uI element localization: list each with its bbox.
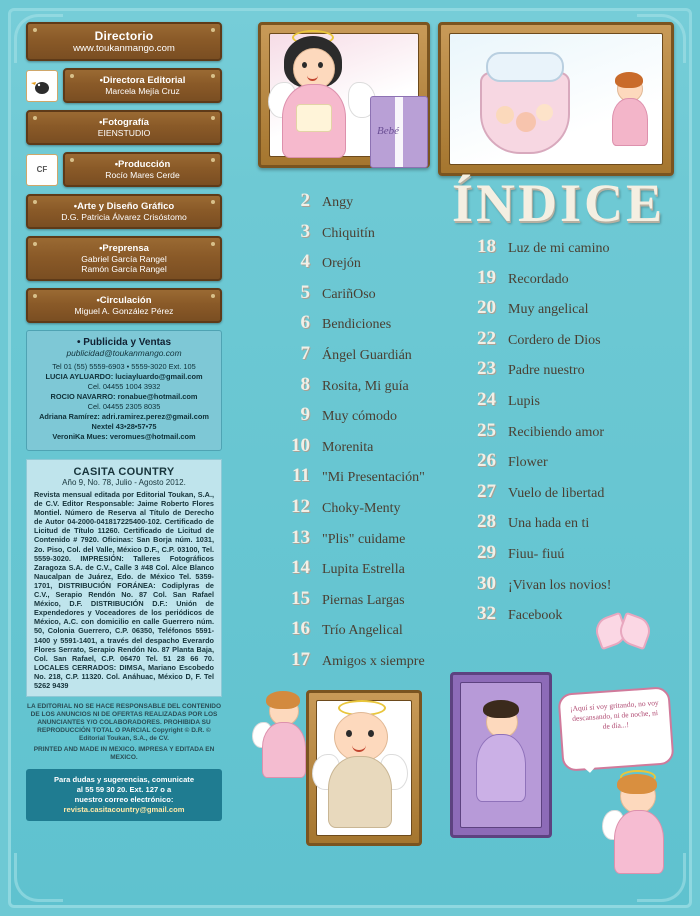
index-entry[interactable]	[276, 496, 461, 518]
ribbon-bow-icon	[596, 616, 650, 650]
index-entry[interactable]	[276, 251, 461, 273]
directory-entry-4	[26, 236, 222, 281]
index-entry-label: Padre nuestro	[508, 363, 585, 379]
index-page-number: 2	[300, 190, 310, 211]
cf-logo-text: CF	[36, 165, 48, 174]
index-entry-label: Morenita	[322, 439, 374, 455]
index-entry[interactable]	[276, 282, 461, 304]
index-page-number: 6	[300, 312, 310, 334]
directory-role-2: •Producción	[114, 159, 171, 170]
disclaimer-text-block	[26, 703, 222, 762]
small-doll-hair	[615, 72, 643, 88]
index-page-number: 14	[291, 557, 310, 579]
magazine-title: CASITA COUNTRY	[73, 466, 175, 478]
index-page-number: 18	[477, 236, 496, 257]
index-page-number: 23	[477, 358, 496, 380]
directory-name-0-0: Marcela Mejía Cruz	[105, 86, 180, 96]
index-entry-label: Facebook	[508, 608, 563, 624]
directory-name-1-0: EIENSTUDIO	[97, 128, 151, 138]
bottom-angel-dress	[614, 810, 664, 874]
index-entry-label: ¡Vivan los novios!	[508, 577, 612, 593]
index-entry-label: Recibiendo amor	[508, 424, 605, 440]
reader-contact-line-3: nuestro correo electrónico:	[74, 795, 174, 805]
index-page-number: 10	[291, 434, 310, 456]
index-entry-label: Trío Angelical	[322, 623, 403, 639]
small-angel-hair	[266, 691, 300, 709]
big-angel-eye-right	[368, 730, 374, 737]
index-page-number: 13	[291, 526, 310, 548]
index-entry-label: Piernas Largas	[322, 592, 405, 608]
index-entry[interactable]	[462, 511, 677, 533]
index-entry-label: Angy	[322, 195, 354, 210]
advertising-line-6: Nextel 43•28•57•75	[91, 422, 157, 431]
advertising-line-3: ROCIO NAVARRO: ronabue@hotmail.com	[50, 392, 198, 401]
small-angel-illustration	[252, 688, 314, 784]
small-doll-illustration	[606, 70, 652, 156]
index-entry[interactable]	[276, 374, 461, 396]
index-page-number: 28	[477, 511, 496, 533]
advertising-line-5: Adriana Ramírez: adri.ramirez.perez@gmail.com	[39, 412, 209, 421]
purple-doll-hair	[483, 700, 519, 718]
small-doll-dress	[612, 98, 648, 146]
index-entry[interactable]	[462, 542, 677, 564]
cookie-tray	[296, 104, 332, 132]
index-entry[interactable]	[462, 481, 677, 503]
index-entry[interactable]	[276, 527, 461, 549]
directory-role-1: •Fotografía	[99, 117, 149, 128]
advertising-line-2: Cel. 04455 1004 3932	[87, 382, 161, 391]
directory-name-4-1: Ramón García Rangel	[81, 264, 167, 274]
directory-header-plate	[26, 22, 222, 61]
advertising-email[interactable]: publicidad@toukanmango.com	[66, 348, 182, 358]
index-entry[interactable]	[462, 267, 677, 289]
reader-contact-box	[26, 769, 222, 821]
bottom-angel-hair	[617, 774, 657, 794]
index-entry[interactable]	[462, 297, 677, 319]
index-entry[interactable]	[462, 450, 677, 472]
index-page-number: 11	[292, 465, 310, 487]
index-entry-label: Rosita, Mi guía	[322, 378, 409, 394]
index-left-column	[276, 190, 461, 680]
reader-contact-line-2: al 55 59 30 20. Ext. 127 o a	[76, 785, 172, 795]
advertising-line-0: Tel 01 (55) 5559-6903 • 5559-3020 Ext. 105	[52, 362, 196, 371]
index-entry-label: Flower	[508, 455, 548, 471]
index-page-number: 12	[291, 495, 310, 517]
candy-jar-illustration	[470, 46, 590, 156]
index-entry-label: "Plis" cuidame	[322, 531, 406, 547]
directory-role-0: •Directora Editorial	[99, 75, 186, 86]
speech-bubble	[557, 686, 674, 772]
index-page-number: 8	[300, 373, 310, 395]
directory-title: Directorio	[94, 29, 154, 43]
candy-3	[536, 104, 553, 121]
small-angel-dress	[262, 722, 306, 778]
index-entry-label: Vuelo de libertad	[508, 485, 605, 501]
directory-name-2-0: Rocío Mares Cerde	[105, 170, 180, 180]
index-page-number: 19	[477, 266, 496, 288]
directory-role-3: •Arte y Diseño Gráfico	[73, 201, 175, 212]
advertising-contact-box	[26, 330, 222, 451]
big-angel-illustration	[312, 700, 412, 830]
index-page-number: 5	[300, 281, 310, 303]
index-entry[interactable]	[276, 618, 461, 640]
advertising-line-1: LUCIA AYLUARDO: luciayluardo@gmail.com	[45, 372, 203, 381]
directory-entry-3	[26, 194, 222, 229]
candy-2	[516, 112, 536, 132]
index-entry[interactable]	[462, 420, 677, 442]
directory-name-5-0: Miguel A. González Pérez	[74, 306, 174, 316]
index-entry[interactable]	[462, 389, 677, 411]
bottom-right-angel-illustration	[602, 770, 672, 890]
index-entry-label: Choky-Menty	[322, 500, 401, 516]
index-entry-label: Amigos x siempre	[322, 653, 425, 669]
directory-column	[26, 22, 222, 821]
index-entry[interactable]	[462, 328, 677, 350]
directory-entry-5	[26, 288, 222, 323]
index-page-number: 17	[291, 648, 310, 670]
eye-right	[318, 62, 323, 68]
candy-1	[496, 106, 514, 124]
purple-doll-dress	[476, 734, 526, 802]
toukan-logo-icon	[26, 70, 58, 102]
index-page-number: 20	[477, 297, 496, 319]
index-entry[interactable]	[276, 465, 461, 487]
index-page-number: 25	[477, 419, 496, 441]
index-entry[interactable]	[276, 404, 461, 426]
directory-name-4-0: Gabriel García Rangel	[81, 254, 167, 264]
advertising-line-4: Cel. 04455 2305 8035	[87, 402, 161, 411]
index-page-number: 7	[300, 342, 310, 364]
gift-box-illustration	[370, 96, 428, 168]
index-entry[interactable]	[276, 435, 461, 457]
index-entry-label: Chiquitín	[322, 225, 375, 241]
index-page-number: 22	[477, 327, 496, 349]
angel-doll-illustration	[266, 26, 376, 166]
index-entry-label: Lupis	[508, 393, 540, 409]
index-entry-label: Una hada en ti	[508, 516, 590, 532]
printed-in-mexico-text: PRINTED AND MADE IN MEXICO. IMPRESA Y EDITADA EN MEXICO.	[33, 746, 215, 762]
index-entry[interactable]	[462, 358, 677, 380]
index-entry[interactable]	[276, 557, 461, 579]
toucan-bird-icon	[31, 76, 53, 96]
index-entry[interactable]	[276, 221, 461, 243]
magazine-issue: Año 9, No. 78, Julio - Agosto 2012.	[62, 478, 186, 487]
index-page-number: 30	[477, 572, 496, 594]
index-page-number: 29	[477, 541, 496, 563]
index-entry[interactable]	[276, 190, 461, 212]
index-entry-label: "Mi Presentación"	[322, 470, 425, 486]
index-entry-label: Muy cómodo	[322, 409, 398, 425]
cf-logo-icon	[26, 154, 58, 186]
index-right-column	[462, 236, 677, 634]
big-angel-head	[334, 712, 388, 762]
index-entry-label: Orejón	[322, 256, 361, 272]
purple-doll-illustration	[468, 700, 530, 810]
big-angel-eye-left	[346, 730, 352, 737]
index-page-number: 4	[300, 251, 310, 273]
jar-lid	[486, 52, 564, 82]
speech-bubble-text: ¡Aquí sí voy gritando, no voy descansando, ni de noche, ni de día...!	[569, 697, 659, 731]
reader-contact-line-1: Para dudas y sugerencias, comunicate	[53, 775, 195, 785]
index-entry-label: Luz de mi camino	[508, 241, 610, 256]
directory-role-5: •Circulación	[96, 295, 152, 306]
index-page-number: 9	[300, 404, 310, 426]
directory-entry-0	[26, 68, 222, 103]
big-angel-dress	[328, 756, 392, 828]
eye-left	[302, 62, 307, 68]
index-entry[interactable]	[276, 343, 461, 365]
disclaimer-text: LA EDITORIAL NO SE HACE RESPONSABLE DEL CONTENIDO DE LOS ANUNCIOS NI DE OFERTAS REALIZADAS POR LOS ANUNCIANTES Y/O COLABORADORES. PROHIBIDA SU REPRODUCCIÓN TOTAL O PARCIAL Copyright © D.R. © Editorial Toukan, S.A., de CV.	[26, 703, 222, 743]
index-entry[interactable]	[276, 588, 461, 610]
index-page-number: 32	[477, 603, 496, 625]
directory-name-3-0: D.G. Patricia Álvarez Crisóstomo	[61, 212, 187, 222]
legal-body-text: Revista mensual editada por Editorial Toukan, S.A., de C.V. Editor Responsable: Jaime Roberto Flores Montiel. Número de Reserva al Título de Derecho de Autor 04-2000-041817225400-102. Certificado de Licitud de Título 11260. Certificado de Licitud de Contenido # 7920. Oficinas: San Borja núm. 1031, 2o. Piso, Col. del Valle, México D.F., C.P. 03100, Tel. 5559-3020. IMPRESIÓN: Talleres Fotográficos Zaragoza S.A. de C.V., Calle 3 #48 Col. Alce Blanco Naucalpan de Juárez, Edo. de México Tel. 5359-1701, DISTRIBUCIÓN FORÁNEA: Codiplyras de C.V., Serapio Rendón No. 87 Col. San Rafael México, D.F. DISTRIBUCIÓN D.F.: Unión de Expendedores y Voceadores de los periódicos de México, A.C. con domicilio en calle Guerrero núm. 50, Colonia Guerrero, C.P. 06350, Teléfonos 5591-1400 y 5591-1401, a través del despacho Everardo Flores Serrato, Serapio Rendón No. 87 Planta Baja, Col. San Rafael, C.P. 06470 Tel. 51 28 66 70. LOCALES CERRADOS: DIMSA, Mariano Escobedo No. 218, C.P. 11320. Col. Anáhuac, México D, F. Tel 5262 9439	[34, 490, 214, 690]
index-entry-label: Recordado	[508, 271, 569, 287]
index-page-number: 3	[300, 220, 310, 242]
index-page-number: 27	[477, 480, 496, 502]
corner-decoration-bottom-left	[14, 853, 63, 902]
index-entry-label: Bendiciones	[322, 317, 392, 333]
advertising-title: • Publicida y Ventas	[76, 337, 172, 348]
legal-notice-box	[26, 459, 222, 697]
index-entry-label: Muy angelical	[508, 302, 589, 318]
index-entry[interactable]	[462, 236, 677, 258]
directory-website[interactable]: www.toukanmango.com	[73, 43, 175, 54]
index-page-number: 15	[291, 587, 310, 609]
advertising-line-7: VeroniKa Mues: veromues@hotmail.com	[52, 432, 196, 441]
index-page-number: 24	[477, 388, 496, 410]
index-entry[interactable]	[462, 573, 677, 595]
directory-entry-2	[26, 152, 222, 187]
index-page-number: 26	[477, 450, 496, 472]
directory-role-4: •Preprensa	[99, 243, 149, 254]
directory-entry-1	[26, 110, 222, 145]
index-title: ÍNDICE	[452, 173, 666, 233]
index-entry[interactable]	[276, 312, 461, 334]
index-entry-label: Fiuu- fiuú	[508, 546, 565, 562]
gift-label: Bebé	[377, 125, 399, 137]
index-entry-label: Cordero de Dios	[508, 332, 601, 348]
index-entry-label: Ángel Guardián	[322, 347, 412, 363]
index-entry-label: Lupita Estrella	[322, 562, 405, 578]
index-page-number: 16	[291, 618, 310, 640]
reader-contact-email[interactable]: revista.casitacountry@gmail.com	[63, 805, 185, 815]
index-entry-label: CariñOso	[322, 286, 376, 302]
index-entry[interactable]	[276, 649, 461, 671]
